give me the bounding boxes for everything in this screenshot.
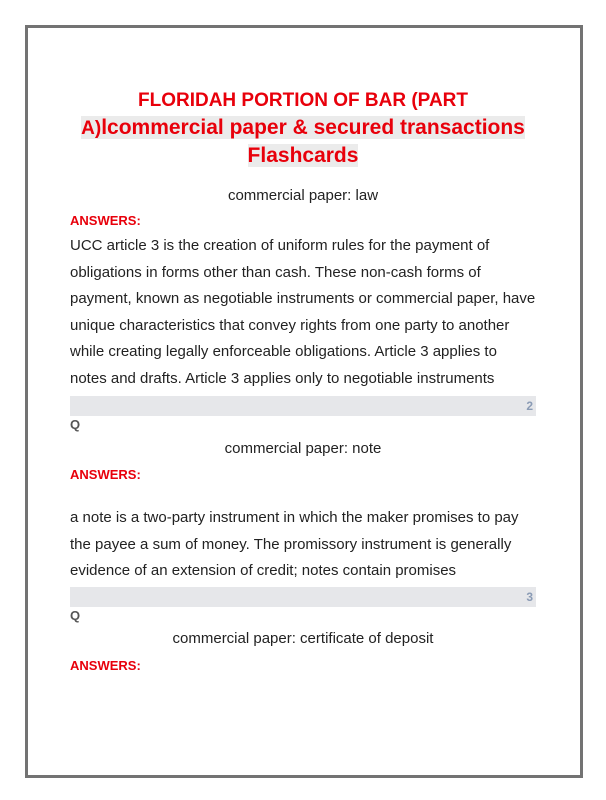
card-1-answer: UCC article 3 is the creation of uniform rules for the payment of obligations in forms other than cash. These non-cash forms of payment, known as negotiable instruments or commercial paper, have unique characteristics that convey rights from one party to another while creating legally enforceable obligations. Article 3 applies to notes and drafts. Article 3 applies only to negotiable instruments	[70, 237, 536, 387]
card-number-2: 2	[526, 399, 533, 413]
document-title	[70, 88, 536, 169]
title-line-1: FLORIDAH PORTION OF BAR (PART	[137, 90, 468, 111]
card-2-question: commercial paper: note	[224, 440, 382, 457]
card-divider-2	[70, 396, 536, 416]
card-1-question: commercial paper: law	[227, 187, 379, 204]
card-2-answer: a note is a two-party instrument in which the maker promises to pay the payee a sum of money. The promissory instrument is generally evidence of an extension of credit; notes contain promises	[70, 509, 519, 579]
card-3-answers-label: ANSWERS:	[70, 658, 141, 673]
card-3-q-label: Q	[70, 608, 81, 623]
title-flashcards: Flashcards	[247, 144, 359, 167]
title-line-2	[70, 114, 536, 142]
title-main: lcommercial paper & secured transactions	[101, 116, 525, 139]
card-2-q-label: Q	[70, 417, 81, 432]
title-prefix: A)	[81, 118, 102, 139]
card-number-3: 3	[526, 590, 533, 604]
title-line-3	[70, 142, 536, 169]
card-2-answers-label: ANSWERS:	[70, 467, 141, 482]
card-1-answers-label: ANSWERS:	[70, 213, 141, 228]
card-3-question: commercial paper: certificate of deposit	[172, 630, 434, 647]
card-divider-3	[70, 587, 536, 607]
